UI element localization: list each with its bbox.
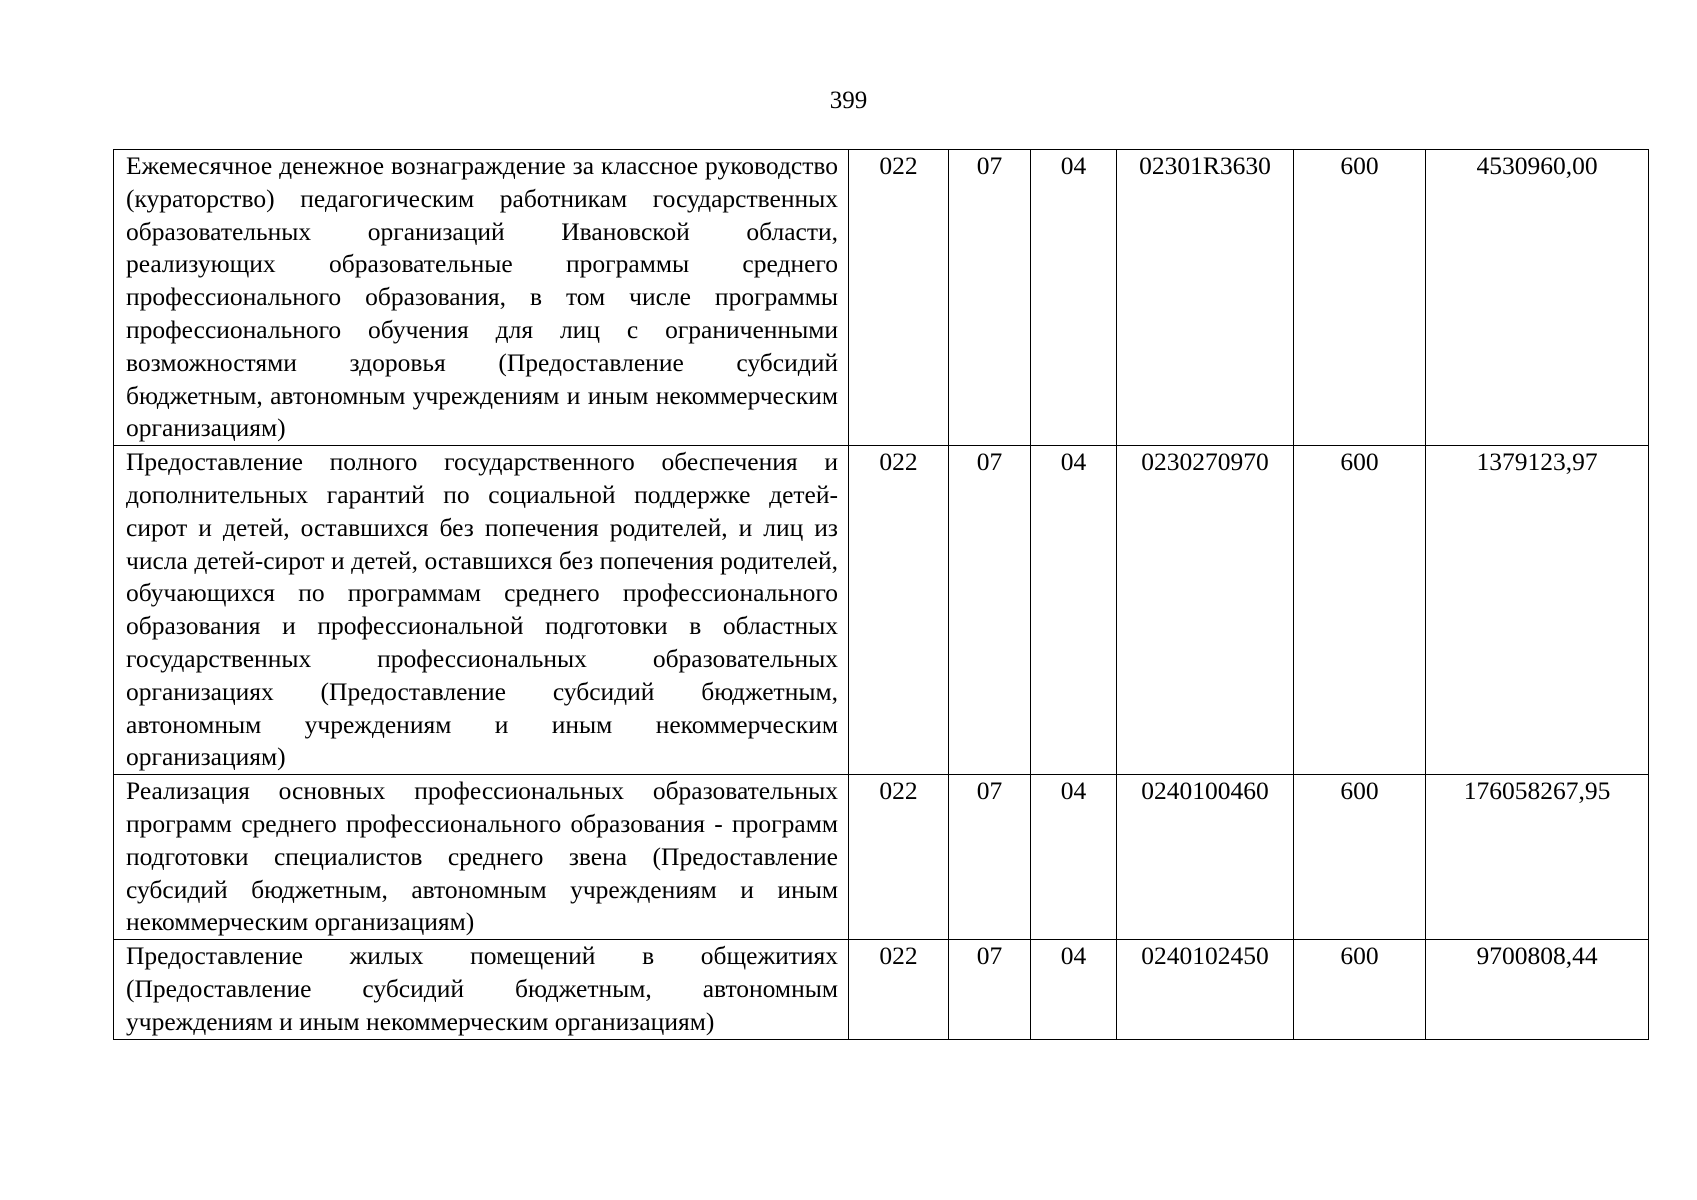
row-ministry-code: 022 — [849, 940, 949, 1039]
row-description: Реализация основных профессиональных образовательных программ среднего профессионального образования - программ подготовки специалистов среднего звена (Предоставление субсидий бюджетным, автономным учреждениям и иным некоммерческим организациям) — [114, 775, 849, 940]
budget-table — [113, 149, 1649, 1040]
row-description: Предоставление полного государственного обеспечения и дополнительных гарантий по социальной поддержке детей-сирот и детей, оставшихся без попечения родителей, и лиц из числа детей-сирот и детей, оставшихся без попечения родителей, обучающихся по программам среднего профессионального образования и профессиональной подготовки в областных государственных профессиональных образовательных организациях (Предоставление субсидий бюджетным, автономным учреждениям и иным некоммерческим организациям) — [114, 446, 849, 775]
row-description: Ежемесячное денежное вознаграждение за классное руководство (кураторство) педагогическим работникам государственных образовательных организаций Ивановской области, реализующих образовательные программы среднего профессионального образования, в том числе программы профессионального обучения для лиц с ограниченными возможностями здоровья (Предоставление субсидий бюджетным, автономным учреждениям и иным некоммерческим организациям) — [114, 150, 849, 446]
row-section-code: 07 — [949, 150, 1031, 446]
row-target-article: 0240100460 — [1117, 775, 1294, 940]
row-ministry-code: 022 — [849, 446, 949, 775]
row-ministry-code: 022 — [849, 150, 949, 446]
row-section-code: 07 — [949, 446, 1031, 775]
row-subsection-code: 04 — [1031, 775, 1117, 940]
table-row — [114, 775, 1649, 940]
row-expense-type: 600 — [1294, 150, 1426, 446]
row-amount: 176058267,95 — [1426, 775, 1649, 940]
table-row — [114, 150, 1649, 446]
row-subsection-code: 04 — [1031, 446, 1117, 775]
row-target-article: 0240102450 — [1117, 940, 1294, 1039]
row-expense-type: 600 — [1294, 775, 1426, 940]
page-number: 399 — [829, 87, 868, 114]
row-description: Предоставление жилых помещений в общежитиях (Предоставление субсидий бюджетным, автономным учреждениям и иным некоммерческим организациям) — [114, 940, 849, 1039]
row-target-article: 02301R3630 — [1117, 150, 1294, 446]
row-subsection-code: 04 — [1031, 940, 1117, 1039]
row-expense-type: 600 — [1294, 940, 1426, 1039]
row-subsection-code: 04 — [1031, 150, 1117, 446]
row-ministry-code: 022 — [849, 775, 949, 940]
row-amount: 4530960,00 — [1426, 150, 1649, 446]
row-target-article: 0230270970 — [1117, 446, 1294, 775]
row-expense-type: 600 — [1294, 446, 1426, 775]
row-section-code: 07 — [949, 940, 1031, 1039]
table-row — [114, 446, 1649, 775]
row-amount: 9700808,44 — [1426, 940, 1649, 1039]
row-amount: 1379123,97 — [1426, 446, 1649, 775]
row-section-code: 07 — [949, 775, 1031, 940]
table-row — [114, 940, 1649, 1039]
